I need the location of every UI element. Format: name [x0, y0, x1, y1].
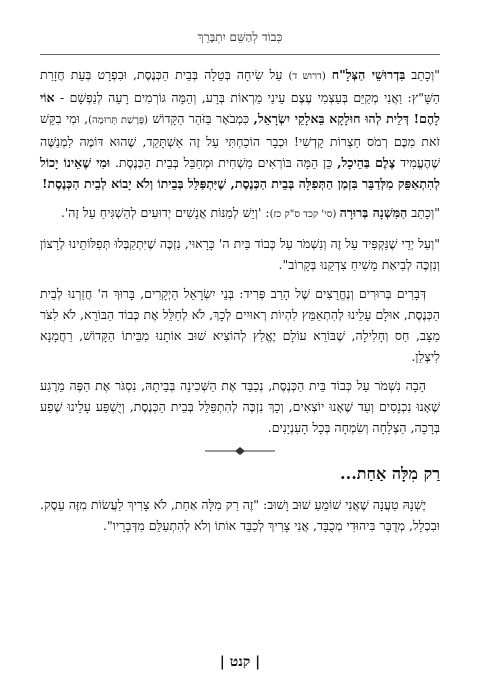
source-title: הַמִּשְׁנָה בְּרוּרָה: [339, 205, 408, 220]
source-ref: (דרוש ד): [288, 71, 326, 82]
text-run: כֵּן הֵמָּה בּוֹרְאִים מַשְׁחִית וּמְחַבֵּל בְּבֵית הַכְּנֶסֶת.: [110, 155, 338, 170]
emphasis-text: וּמִי שֶׁאֵינוֹ יָכוֹל לְהִתְאַפֵּק מִלְּדַבֵּר בִּזְמַן הַתְּפִלָּה בְּבֵית הַכְּנֶסֶת, שֶׁיִּתְפַּלֵּל בְּבֵיתוֹ וְלֹא יָבוֹא לְבֵית הַכְּנֶסֶת!: [40, 155, 440, 191]
source-title: בִּדְרוּשֵׁי הַצְּלָ"ח: [331, 67, 406, 82]
text-run: , וּמִי בִקֵּשׁ זֹאת מִכֶּם רְמֹס חַצְרוֹת קָדְשִׁי! וּכְבָר הוֹכַחְתִּי עַל זֶה אַשְׁתָּקַד, שֶׁהוּא דּוֹמֶה לִמְנַשֶּׁה שֶׁהֶעֱמִיד: [40, 111, 440, 170]
paragraph-call-to-action: הָבָה נִשְׁמֹר עַל כְּבוֹד בֵּית הַכְּנֶסֶת, נְכַבֵּד אֶת הַשְּׁכִינָה בְּבֵיתָהּ, נִסְגֹּר אֶת הַפֶּה מֵרֶגַע שֶׁאָנוּ נִכְנָסִים וְעַד שֶׁאָנוּ יוֹצְאִים, וְכָךְ נִזְכֶּה לְהִתְפַּלֵּל בְּבֵית הַכְּנֶסֶת, וְיֻשְׁפַּע עָלֵינוּ שֶׁפַע בְּרָכָה, הַצְלָחָה וְשִׂמְחָה בְּכָל הָעִנְיָנִים.: [40, 378, 440, 435]
divider-ornament-icon: [205, 446, 275, 456]
header-rule: [40, 54, 440, 55]
section-heading: רַק מִלָּה אַחַת...: [340, 464, 440, 483]
source-ref: (פָּרָשַׁת תְּרוּמָה): [88, 115, 149, 126]
paragraph-tzlach-quote: [40, 64, 440, 194]
emphasis-text: צֶלֶם בַּהֵיכָל,: [337, 155, 396, 170]
text-run: "וְכָתַב: [405, 67, 440, 82]
paragraph-closing-quote: "וְעַל יְדֵי שֶׁנַּקְפִּיד עַל זֶה וְנִשְׁמֹר עַל כְּבוֹד בֵּית ה' כָּרָאוּי, נִזְכֶּה שֶׁיִּתְקַבְּלוּ תְּפִלּוֹתֵינוּ לְרָצוֹן וְנִזְכֶּה לְבִיאַת מָשִׁיחַ צִדְקֵנוּ בְּקָרוֹב".: [40, 236, 440, 272]
emphasis-text: אוֹי לָהֶם! דְּלֵית לְהוּ חוּלָקָא בֵּאלָקֵי יִשְׂרָאֵל,: [40, 90, 440, 126]
source-ref: (סי' קכד ס"ק כז): [269, 209, 340, 220]
paragraph-mishna-brura: [40, 202, 440, 225]
page-content: [40, 64, 440, 544]
text-run: "וְכָתַב: [407, 205, 440, 220]
paragraph-conclusion: דְּבָרִים בְּרוּרִים וְנֶחֱרָצִים שֶׁל הָרַב פְּרִיד: בְּנֵי יִשְׂרָאֵל הַיְקָרִים, בָּרוּךְ ה' חֲזַרְנוּ לְבֵית הַכְּנֶסֶת, אוּלָם עָלֵינוּ לְהִתְאַמֵּץ לִהְיוֹת רְאוּיִים לְכָךְ, לֹא לְחַלֵּל אֶת כְּבוֹד הַבּוֹרֵא, לֹא לִצֹּר מַצָּב, חַס וְחָלִילָה, שֶׁבּוֹרֵא עוֹלָם יֶאֱלַץ לְהוֹצִיא שׁוּב אוֹתָנוּ מִבֵּיתוֹ הַקָּדוֹשׁ, רַחֲמָנָא לִיצְלַן.: [40, 286, 440, 364]
text-run: עַל שִׂיחָה בְּטֵלָה בְּבֵית הַכְּנֶסֶת, וּבִפְרָט בְּעֵת חֲזָרַת הַשָּׁ"ץ: וַאֲנִי מְקַיֵּם בְּעַצְמִי עֶצֶם עֵינַי מֵרְאוֹת בְּרָע, וְהֵמָּה גּוֹרְמִים רָעָה לְנַפְשָׁם -: [40, 67, 440, 105]
page-number: | קנט |: [219, 654, 261, 670]
text-run: : 'וְיֵשׁ לְמַנּוֹת אֲנָשִׁים יְדוּעִים לְהַשְׁגִּיחַ עַל זֶה'.: [60, 205, 270, 220]
running-header: כְּבוֹד לְהַשֵּׁם יִתְבָּרֵךְ: [197, 30, 283, 44]
paragraph-one-word: יֶשְׁנָהּ טַעֲנָה שֶׁאֲנִי שׁוֹמֵעַ שׁוּב וָשׁוּב: "זֶה רַק מִלָּה אַחַת, לֹא צָרִיךְ לַעֲשׂוֹת מִזֶּה עֵסֶק. וּבִכְלָל, מְדֻבָּר בִּיהוּדִי מְכֻבָּד, אֲנִי צָרִיךְ לְכַבֵּד אוֹתוֹ וְלֹא לְהִתְעַלֵּם מִדְּבָרָיו".: [40, 497, 440, 533]
text-run: כִּמְבֹאָר בַּזֹּהַר הַקָּדוֹשׁ: [148, 111, 254, 126]
section-divider: [40, 446, 440, 456]
